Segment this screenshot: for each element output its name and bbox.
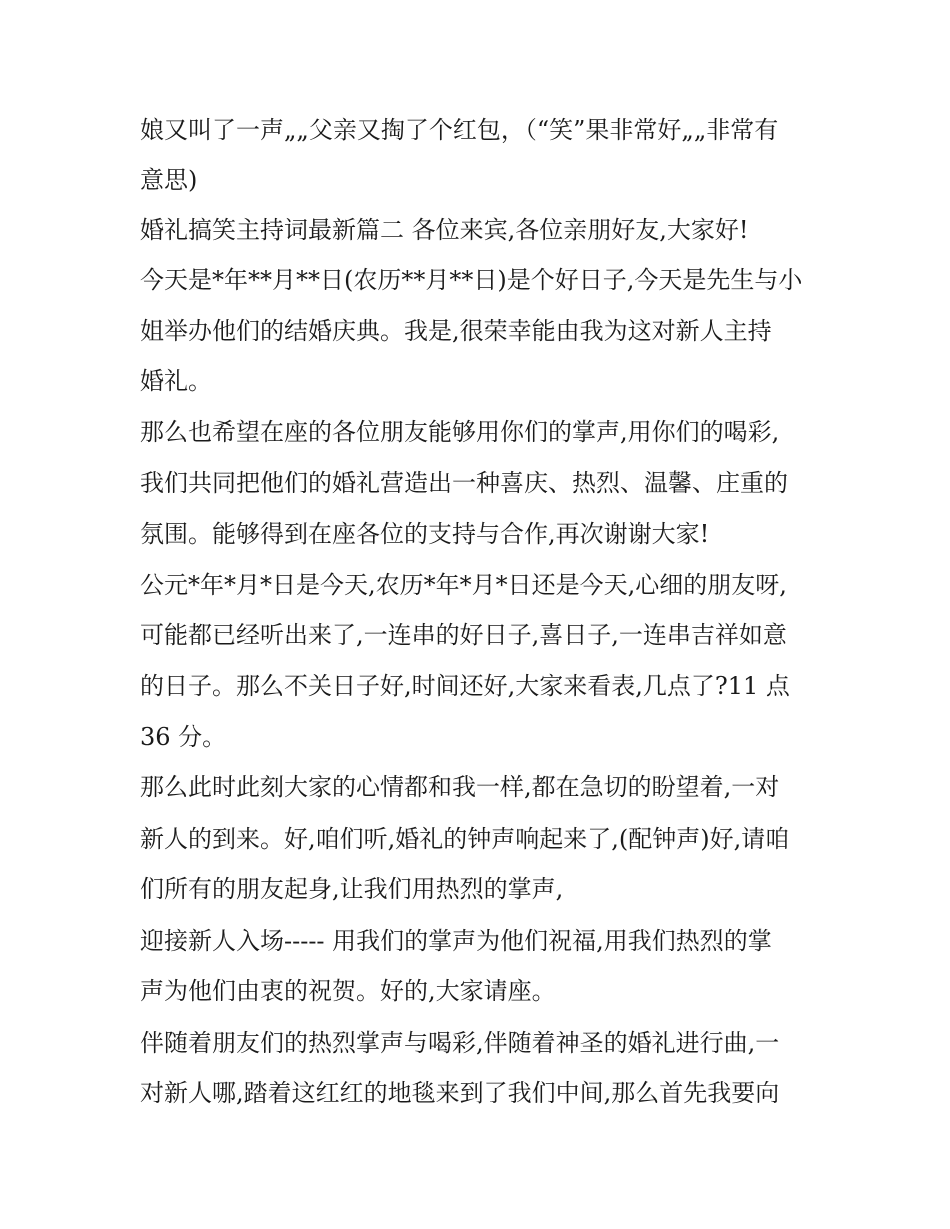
text-line: 意思) bbox=[140, 166, 198, 194]
text-line: 婚礼搞笑主持词最新篇二 各位来宾,各位亲朋好友,大家好! bbox=[140, 216, 749, 244]
text-line: 伴随着朋友们的热烈掌声与喝彩,伴随着神圣的婚礼进行曲,一 bbox=[140, 1029, 780, 1057]
text-line: 今天是*年**月**日(农历**月**日)是个好日子,今天是先生与小 bbox=[140, 266, 803, 294]
text-line: 公元*年*月*日是今天,农历*年*月*日还是今天,心细的朋友呀, bbox=[140, 571, 787, 599]
text-line: 36 分。 bbox=[140, 723, 227, 751]
text-line: 娘又叫了一声„„父亲又掏了个红包，（“笑”果非常好„„非常有 bbox=[140, 116, 779, 144]
text-line: 那么此时此刻大家的心情都和我一样,都在急切的盼望着,一对 bbox=[140, 773, 780, 801]
text-line: 的日子。那么不关日子好,时间还好,大家来看表,几点了?11 点 bbox=[140, 672, 790, 700]
text-line: 那么也希望在座的各位朋友能够用你们的掌声,用你们的喝彩, bbox=[140, 418, 780, 446]
text-line: 氛围。能够得到在座各位的支持与合作,再次谢谢大家! bbox=[140, 520, 710, 548]
text-line: 迎接新人入场----- 用我们的掌声为他们祝福,用我们热烈的掌 bbox=[140, 927, 772, 955]
text-line: 们所有的朋友起身,让我们用热烈的掌声, bbox=[140, 875, 564, 903]
text-line: 我们共同把他们的婚礼营造出一种喜庆、热烈、温馨、庄重的 bbox=[140, 469, 788, 497]
text-line: 婚礼。 bbox=[140, 367, 212, 395]
text-line: 姐举办他们的结婚庆典。我是,很荣幸能由我为这对新人主持 bbox=[140, 317, 772, 345]
text-line: 对新人哪,踏着这红红的地毯来到了我们中间,那么首先我要向 bbox=[140, 1079, 780, 1107]
text-line: 新人的到来。好,咱们听,婚礼的钟声响起来了,(配钟声)好,请咱 bbox=[140, 825, 790, 853]
text-line: 声为他们由衷的祝贺。好的,大家请座。 bbox=[140, 977, 556, 1005]
text-line: 可能都已经听出来了,一连串的好日子,喜日子,一连串吉祥如意 bbox=[140, 621, 787, 649]
